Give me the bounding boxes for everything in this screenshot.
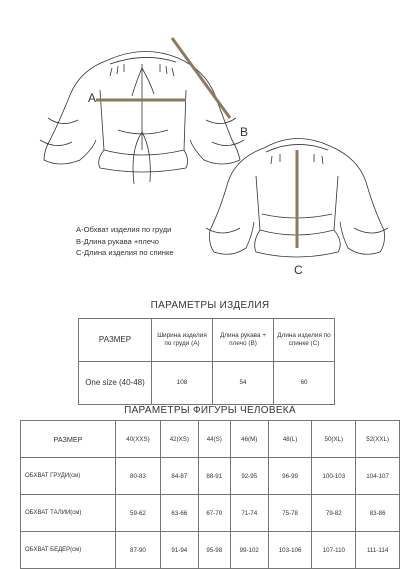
table-row xyxy=(79,362,335,405)
row-label-hips: ОБХВАТ БЕДЕР(см) xyxy=(21,532,116,569)
size-col: 50(XL) xyxy=(312,421,356,458)
table-cell: 79-82 xyxy=(312,495,356,532)
sleeve-length-value: 54 xyxy=(213,362,274,405)
figure-params-title: ПАРАМЕТРЫ ФИГУРЫ ЧЕЛОВЕКА xyxy=(124,405,296,416)
header-chest-width: Ширина изделия по груди (А) xyxy=(152,319,213,362)
measurement-legend xyxy=(76,224,174,259)
table-cell: 95-98 xyxy=(198,532,230,569)
table-cell: 87-90 xyxy=(116,532,161,569)
size-col: 40(XXS) xyxy=(116,421,161,458)
label-a: A xyxy=(88,91,97,105)
table-cell: 88-91 xyxy=(198,458,230,495)
table-cell: 100-103 xyxy=(312,458,356,495)
chest-width-value: 108 xyxy=(152,362,213,405)
table-row xyxy=(21,421,400,458)
header-size: РАЗМЕР xyxy=(79,319,152,362)
table-cell: 71-74 xyxy=(230,495,268,532)
table-cell: 80-83 xyxy=(116,458,161,495)
product-params-table xyxy=(78,318,335,405)
back-length-value: 60 xyxy=(274,362,335,405)
table-cell: 63-66 xyxy=(160,495,198,532)
table-cell: 84-87 xyxy=(160,458,198,495)
table-cell: 96-99 xyxy=(268,458,312,495)
size-col: 48(L) xyxy=(268,421,312,458)
row-label-waist: ОБХВАТ ТАЛИИ(см) xyxy=(21,495,116,532)
size-col: 42(XS) xyxy=(160,421,198,458)
header-sleeve-length: Длина рукава + плечо (В) xyxy=(213,319,274,362)
table-cell: 99-102 xyxy=(230,532,268,569)
table-row xyxy=(21,458,400,495)
size-col: 46(M) xyxy=(230,421,268,458)
size-col: 44(S) xyxy=(198,421,230,458)
table-row xyxy=(21,532,400,569)
row-label-chest: ОБХВАТ ГРУДИ(см) xyxy=(21,458,116,495)
table-cell: 75-78 xyxy=(268,495,312,532)
table-row xyxy=(79,319,335,362)
table-cell: 107-110 xyxy=(312,532,356,569)
legend-line-c: C-Длина изделия по спинке xyxy=(76,248,174,258)
table-cell: 111-114 xyxy=(356,532,400,569)
size-value: One size (40-48) xyxy=(79,362,152,405)
label-c: C xyxy=(294,263,303,277)
table-cell: 67-70 xyxy=(198,495,230,532)
table-cell: 91-94 xyxy=(160,532,198,569)
front-view-drawing xyxy=(40,51,244,184)
legend-line-a: A-Обхват изделия по груди xyxy=(76,225,172,234)
header-back-length: Длина изделия по спинке (С) xyxy=(274,319,335,362)
header-size-label: РАЗМЕР xyxy=(21,421,116,458)
figure-params-table xyxy=(20,420,400,569)
table-cell: 104-107 xyxy=(356,458,400,495)
label-b: B xyxy=(240,125,249,139)
legend-line-b: B-Длина рукава +плечо xyxy=(76,236,159,246)
table-cell: 83-86 xyxy=(356,495,400,532)
table-cell: 59-62 xyxy=(116,495,161,532)
table-cell: 92-95 xyxy=(230,458,268,495)
table-row xyxy=(21,495,400,532)
size-col: 52(XXL) xyxy=(356,421,400,458)
measure-line-b xyxy=(172,38,230,118)
table-cell: 103-106 xyxy=(268,532,312,569)
product-params-title: ПАРАМЕТРЫ ИЗДЕЛИЯ xyxy=(150,300,270,311)
